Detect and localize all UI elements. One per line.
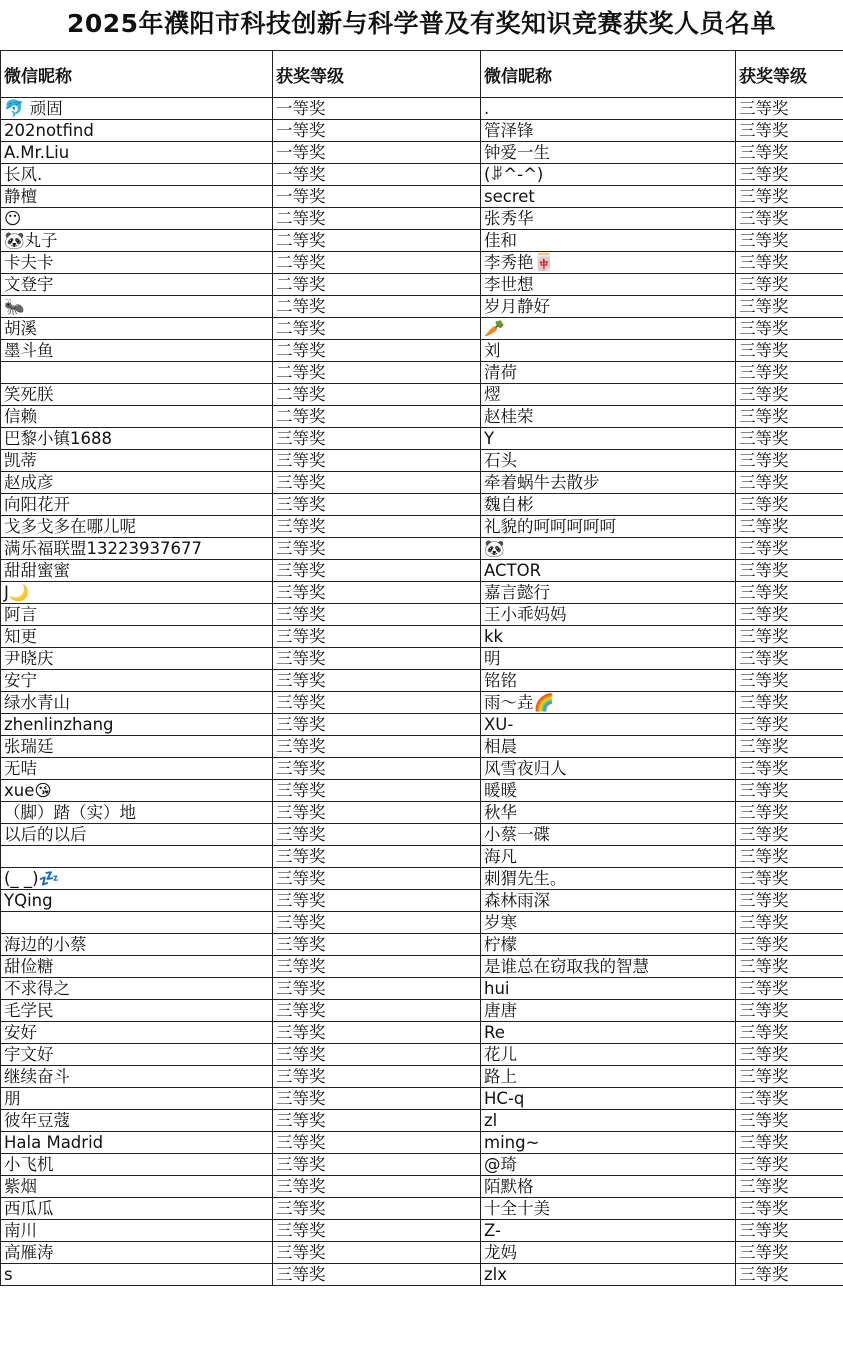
cell-nickname-right: .: [481, 98, 736, 120]
cell-level-right: 三等奖: [736, 1242, 843, 1264]
cell-level-right: 三等奖: [736, 296, 843, 318]
cell-nickname-left: 阿言: [1, 604, 273, 626]
cell-level-left: 三等奖: [273, 802, 481, 824]
cell-nickname-right: 王小乖妈妈: [481, 604, 736, 626]
cell-nickname-right: Re: [481, 1022, 736, 1044]
cell-level-right: 三等奖: [736, 560, 843, 582]
table-row: [1, 1022, 843, 1044]
cell-nickname-left: 安宁: [1, 670, 273, 692]
winners-table: [0, 50, 843, 1286]
cell-level-right: 三等奖: [736, 1220, 843, 1242]
cell-level-left: 三等奖: [273, 582, 481, 604]
cell-level-left: 二等奖: [273, 274, 481, 296]
cell-nickname-left: xue😘: [1, 780, 273, 802]
cell-nickname-right: 钟爱一生: [481, 142, 736, 164]
cell-nickname-left: 静檀: [1, 186, 273, 208]
cell-level-left: 三等奖: [273, 626, 481, 648]
table-row: [1, 560, 843, 582]
cell-nickname-right: 李世想: [481, 274, 736, 296]
cell-level-left: 三等奖: [273, 1000, 481, 1022]
table-row: [1, 1110, 843, 1132]
cell-nickname-left: A.Mr.Liu: [1, 142, 273, 164]
cell-level-left: 一等奖: [273, 142, 481, 164]
cell-nickname-left: zhenlinzhang: [1, 714, 273, 736]
cell-level-left: 三等奖: [273, 472, 481, 494]
table-row: [1, 582, 843, 604]
cell-nickname-right: 石头: [481, 450, 736, 472]
cell-level-right: 三等奖: [736, 98, 843, 120]
cell-level-right: 三等奖: [736, 736, 843, 758]
cell-level-right: 三等奖: [736, 538, 843, 560]
table-row: [1, 208, 843, 230]
cell-level-left: 一等奖: [273, 186, 481, 208]
cell-nickname-left: 戈多戈多在哪儿呢: [1, 516, 273, 538]
cell-level-left: 三等奖: [273, 1198, 481, 1220]
cell-level-left: 三等奖: [273, 1110, 481, 1132]
table-row: [1, 780, 843, 802]
cell-nickname-left: 张瑞廷: [1, 736, 273, 758]
table-row: [1, 252, 843, 274]
cell-level-left: 三等奖: [273, 780, 481, 802]
cell-nickname-right: 海凡: [481, 846, 736, 868]
table-row: [1, 890, 843, 912]
cell-level-right: 三等奖: [736, 1044, 843, 1066]
cell-nickname-left: Hala Madrid: [1, 1132, 273, 1154]
header-nickname-left: 微信昵称: [1, 51, 273, 98]
cell-level-right: 三等奖: [736, 406, 843, 428]
cell-level-right: 三等奖: [736, 582, 843, 604]
table-row: [1, 450, 843, 472]
cell-nickname-left: 笑死朕: [1, 384, 273, 406]
table-row: [1, 120, 843, 142]
table-row: [1, 340, 843, 362]
cell-level-left: 三等奖: [273, 956, 481, 978]
cell-nickname-right: secret: [481, 186, 736, 208]
cell-nickname-left: 胡溪: [1, 318, 273, 340]
cell-nickname-right: 岁寒: [481, 912, 736, 934]
cell-level-right: 三等奖: [736, 186, 843, 208]
cell-nickname-left: 绿水青山: [1, 692, 273, 714]
cell-level-right: 三等奖: [736, 1132, 843, 1154]
cell-level-left: 二等奖: [273, 340, 481, 362]
cell-nickname-left: 长风.: [1, 164, 273, 186]
cell-level-left: 三等奖: [273, 1132, 481, 1154]
cell-level-left: 三等奖: [273, 868, 481, 890]
header-nickname-right: 微信昵称: [481, 51, 736, 98]
cell-level-right: 三等奖: [736, 1066, 843, 1088]
table-row: [1, 472, 843, 494]
cell-nickname-right: 花儿: [481, 1044, 736, 1066]
table-row: [1, 164, 843, 186]
cell-level-left: 三等奖: [273, 494, 481, 516]
cell-nickname-right: 小蔡一碟: [481, 824, 736, 846]
cell-nickname-left: (_ _)💤: [1, 868, 273, 890]
cell-nickname-left: s: [1, 1264, 273, 1286]
cell-level-right: 三等奖: [736, 318, 843, 340]
cell-level-left: 三等奖: [273, 1176, 481, 1198]
cell-level-left: 三等奖: [273, 1242, 481, 1264]
cell-nickname-left: 毛学民: [1, 1000, 273, 1022]
cell-level-left: 一等奖: [273, 164, 481, 186]
cell-level-right: 三等奖: [736, 912, 843, 934]
cell-nickname-left: 202notfind: [1, 120, 273, 142]
cell-nickname-left: 朋: [1, 1088, 273, 1110]
cell-nickname-left: 满乐福联盟13223937677: [1, 538, 273, 560]
table-row: [1, 384, 843, 406]
table-row: [1, 362, 843, 384]
cell-nickname-left: 信赖: [1, 406, 273, 428]
cell-nickname-left: 🐬 顽固: [1, 98, 273, 120]
table-row: [1, 1220, 843, 1242]
cell-nickname-right: kk: [481, 626, 736, 648]
cell-level-right: 三等奖: [736, 780, 843, 802]
cell-nickname-right: 秋华: [481, 802, 736, 824]
cell-nickname-right: 柠檬: [481, 934, 736, 956]
cell-level-left: 三等奖: [273, 1220, 481, 1242]
cell-nickname-right: 管泽锋: [481, 120, 736, 142]
table-row: [1, 824, 843, 846]
cell-nickname-left: 向阳花开: [1, 494, 273, 516]
cell-nickname-left: 小飞机: [1, 1154, 273, 1176]
cell-nickname-right: Y: [481, 428, 736, 450]
cell-nickname-right: 相晨: [481, 736, 736, 758]
cell-nickname-right: 李秀艳🀄: [481, 252, 736, 274]
table-row: [1, 912, 843, 934]
cell-level-right: 三等奖: [736, 1176, 843, 1198]
table-row: [1, 516, 843, 538]
cell-level-left: 三等奖: [273, 978, 481, 1000]
cell-level-right: 三等奖: [736, 384, 843, 406]
table-row: [1, 538, 843, 560]
table-row: [1, 626, 843, 648]
cell-level-right: 三等奖: [736, 516, 843, 538]
table-row: [1, 1176, 843, 1198]
cell-level-right: 三等奖: [736, 890, 843, 912]
cell-level-left: 二等奖: [273, 296, 481, 318]
cell-level-left: 三等奖: [273, 934, 481, 956]
cell-nickname-right: hui: [481, 978, 736, 1000]
cell-level-left: 三等奖: [273, 736, 481, 758]
table-row: [1, 98, 843, 120]
cell-nickname-left: YQing: [1, 890, 273, 912]
cell-level-right: 三等奖: [736, 1088, 843, 1110]
cell-level-right: 三等奖: [736, 802, 843, 824]
cell-nickname-left: 以后的以后: [1, 824, 273, 846]
cell-level-right: 三等奖: [736, 868, 843, 890]
cell-level-left: 三等奖: [273, 1088, 481, 1110]
cell-level-left: 三等奖: [273, 604, 481, 626]
cell-level-right: 三等奖: [736, 670, 843, 692]
cell-level-left: 三等奖: [273, 1264, 481, 1286]
cell-nickname-right: 路上: [481, 1066, 736, 1088]
cell-level-right: 三等奖: [736, 494, 843, 516]
cell-level-right: 三等奖: [736, 692, 843, 714]
cell-level-left: 三等奖: [273, 560, 481, 582]
cell-nickname-left: 🐼丸子: [1, 230, 273, 252]
cell-level-left: 三等奖: [273, 890, 481, 912]
cell-nickname-right: zl: [481, 1110, 736, 1132]
cell-level-left: 二等奖: [273, 362, 481, 384]
cell-nickname-right: 牵着蜗牛去散步: [481, 472, 736, 494]
table-row: [1, 846, 843, 868]
cell-level-right: 三等奖: [736, 1264, 843, 1286]
table-row: [1, 1000, 843, 1022]
cell-nickname-right: 岁月静好: [481, 296, 736, 318]
cell-nickname-right: 清荷: [481, 362, 736, 384]
table-row: [1, 648, 843, 670]
cell-level-right: 三等奖: [736, 164, 843, 186]
cell-level-left: 二等奖: [273, 208, 481, 230]
table-row: [1, 1066, 843, 1088]
table-row: [1, 1264, 843, 1286]
cell-level-right: 三等奖: [736, 1198, 843, 1220]
cell-level-right: 三等奖: [736, 208, 843, 230]
cell-nickname-left: 高雁涛: [1, 1242, 273, 1264]
cell-nickname-right: ACTOR: [481, 560, 736, 582]
table-row: [1, 1088, 843, 1110]
cell-nickname-right: 刘: [481, 340, 736, 362]
cell-level-right: 三等奖: [736, 472, 843, 494]
cell-level-right: 三等奖: [736, 120, 843, 142]
cell-level-left: 三等奖: [273, 538, 481, 560]
table-row: [1, 318, 843, 340]
cell-level-right: 三等奖: [736, 1110, 843, 1132]
table-row: [1, 230, 843, 252]
cell-nickname-left: 尹晓庆: [1, 648, 273, 670]
page-title: 2025年濮阳市科技创新与科学普及有奖知识竞赛获奖人员名单: [66, 9, 777, 38]
header-level-left: 获奖等级: [273, 51, 481, 98]
cell-nickname-right: 🥕: [481, 318, 736, 340]
cell-level-right: 三等奖: [736, 824, 843, 846]
table-row: [1, 736, 843, 758]
cell-nickname-left: [1, 846, 273, 868]
cell-level-left: 三等奖: [273, 1044, 481, 1066]
table-row: [1, 1044, 843, 1066]
cell-nickname-left: 紫烟: [1, 1176, 273, 1198]
cell-nickname-left: 卡夫卡: [1, 252, 273, 274]
cell-nickname-right: 熤: [481, 384, 736, 406]
table-row: [1, 802, 843, 824]
cell-nickname-right: 佳和: [481, 230, 736, 252]
cell-nickname-left: 安好: [1, 1022, 273, 1044]
cell-nickname-right: 唐唐: [481, 1000, 736, 1022]
cell-nickname-left: 西瓜瓜: [1, 1198, 273, 1220]
table-row: [1, 758, 843, 780]
cell-level-right: 三等奖: [736, 428, 843, 450]
cell-nickname-left: 甜甜蜜蜜: [1, 560, 273, 582]
cell-nickname-left: J🌙: [1, 582, 273, 604]
table-row: [1, 428, 843, 450]
table-row: [1, 494, 843, 516]
cell-level-right: 三等奖: [736, 142, 843, 164]
cell-nickname-right: 铭铭: [481, 670, 736, 692]
cell-level-right: 三等奖: [736, 1000, 843, 1022]
cell-level-right: 三等奖: [736, 626, 843, 648]
table-row: [1, 1154, 843, 1176]
cell-level-right: 三等奖: [736, 714, 843, 736]
table-row: [1, 714, 843, 736]
cell-nickname-right: zlx: [481, 1264, 736, 1286]
cell-nickname-right: 魏自彬: [481, 494, 736, 516]
cell-nickname-right: HC-q: [481, 1088, 736, 1110]
cell-nickname-left: 彼年豆蔻: [1, 1110, 273, 1132]
table-row: [1, 274, 843, 296]
cell-level-right: 三等奖: [736, 648, 843, 670]
cell-level-right: 三等奖: [736, 956, 843, 978]
table-row: [1, 604, 843, 626]
cell-nickname-left: 甜俭糖: [1, 956, 273, 978]
table-row: [1, 978, 843, 1000]
cell-level-left: 二等奖: [273, 252, 481, 274]
cell-nickname-right: XU-: [481, 714, 736, 736]
cell-level-right: 三等奖: [736, 450, 843, 472]
cell-level-left: 三等奖: [273, 824, 481, 846]
cell-level-left: 三等奖: [273, 846, 481, 868]
cell-nickname-left: 知更: [1, 626, 273, 648]
table-row: [1, 142, 843, 164]
cell-nickname-right: ming~: [481, 1132, 736, 1154]
cell-nickname-left: [1, 912, 273, 934]
table-row: [1, 956, 843, 978]
cell-nickname-left: 不求得之: [1, 978, 273, 1000]
cell-level-right: 三等奖: [736, 1154, 843, 1176]
cell-level-left: 三等奖: [273, 758, 481, 780]
table-row: [1, 406, 843, 428]
cell-nickname-right: 森林雨深: [481, 890, 736, 912]
cell-nickname-left: 继续奋斗: [1, 1066, 273, 1088]
cell-nickname-right: 龙妈: [481, 1242, 736, 1264]
header-level-right: 获奖等级: [736, 51, 843, 98]
cell-nickname-left: 🐜: [1, 296, 273, 318]
table-row: [1, 692, 843, 714]
cell-nickname-right: Z-: [481, 1220, 736, 1242]
table-row: [1, 1198, 843, 1220]
cell-nickname-right: 十全十美: [481, 1198, 736, 1220]
cell-nickname-right: 礼貌的呵呵呵呵呵: [481, 516, 736, 538]
cell-nickname-left: 无咭: [1, 758, 273, 780]
table-row: [1, 1242, 843, 1264]
cell-nickname-left: 😶: [1, 208, 273, 230]
cell-nickname-left: 文登宇: [1, 274, 273, 296]
cell-level-left: 二等奖: [273, 406, 481, 428]
cell-nickname-right: 嘉言懿行: [481, 582, 736, 604]
cell-nickname-left: 墨斗鱼: [1, 340, 273, 362]
table-row: [1, 670, 843, 692]
table-row: [1, 296, 843, 318]
cell-level-right: 三等奖: [736, 978, 843, 1000]
cell-level-right: 三等奖: [736, 274, 843, 296]
table-row: [1, 934, 843, 956]
cell-level-right: 三等奖: [736, 604, 843, 626]
cell-nickname-right: 赵桂荣: [481, 406, 736, 428]
cell-level-right: 三等奖: [736, 758, 843, 780]
cell-level-left: 三等奖: [273, 516, 481, 538]
cell-level-left: 一等奖: [273, 120, 481, 142]
cell-nickname-left: 南川: [1, 1220, 273, 1242]
cell-level-left: 三等奖: [273, 692, 481, 714]
cell-level-right: 三等奖: [736, 846, 843, 868]
table-row: [1, 1132, 843, 1154]
cell-level-left: 三等奖: [273, 714, 481, 736]
cell-nickname-left: [1, 362, 273, 384]
cell-nickname-right: 风雪夜归人: [481, 758, 736, 780]
cell-level-right: 三等奖: [736, 230, 843, 252]
cell-level-right: 三等奖: [736, 252, 843, 274]
cell-level-left: 二等奖: [273, 384, 481, 406]
cell-nickname-left: 赵成彦: [1, 472, 273, 494]
cell-level-left: 三等奖: [273, 450, 481, 472]
header-row: [1, 51, 843, 98]
cell-level-right: 三等奖: [736, 1022, 843, 1044]
table-row: [1, 868, 843, 890]
cell-nickname-right: 刺猬先生。: [481, 868, 736, 890]
table-row: [1, 186, 843, 208]
cell-level-right: 三等奖: [736, 934, 843, 956]
cell-level-left: 三等奖: [273, 670, 481, 692]
cell-level-right: 三等奖: [736, 362, 843, 384]
cell-level-left: 三等奖: [273, 912, 481, 934]
cell-level-left: 三等奖: [273, 1066, 481, 1088]
cell-nickname-right: 暖暖: [481, 780, 736, 802]
cell-level-left: 三等奖: [273, 1154, 481, 1176]
cell-nickname-right: 雨～垚🌈: [481, 692, 736, 714]
cell-level-left: 二等奖: [273, 318, 481, 340]
cell-nickname-left: 宇文好: [1, 1044, 273, 1066]
cell-nickname-right: @琦: [481, 1154, 736, 1176]
cell-level-left: 三等奖: [273, 428, 481, 450]
cell-nickname-left: 凯蒂: [1, 450, 273, 472]
cell-level-right: 三等奖: [736, 340, 843, 362]
cell-nickname-left: 巴黎小镇1688: [1, 428, 273, 450]
cell-level-left: 一等奖: [273, 98, 481, 120]
cell-nickname-left: （脚）踏（实）地: [1, 802, 273, 824]
cell-nickname-right: 是谁总在窃取我的智慧: [481, 956, 736, 978]
cell-nickname-right: (ꆦ^-^): [481, 164, 736, 186]
cell-nickname-left: 海边的小蔡: [1, 934, 273, 956]
cell-level-left: 三等奖: [273, 1022, 481, 1044]
cell-nickname-right: 张秀华: [481, 208, 736, 230]
cell-nickname-right: 明: [481, 648, 736, 670]
cell-nickname-right: 🐼: [481, 538, 736, 560]
cell-nickname-right: 陌默格: [481, 1176, 736, 1198]
cell-level-left: 二等奖: [273, 230, 481, 252]
cell-level-left: 三等奖: [273, 648, 481, 670]
